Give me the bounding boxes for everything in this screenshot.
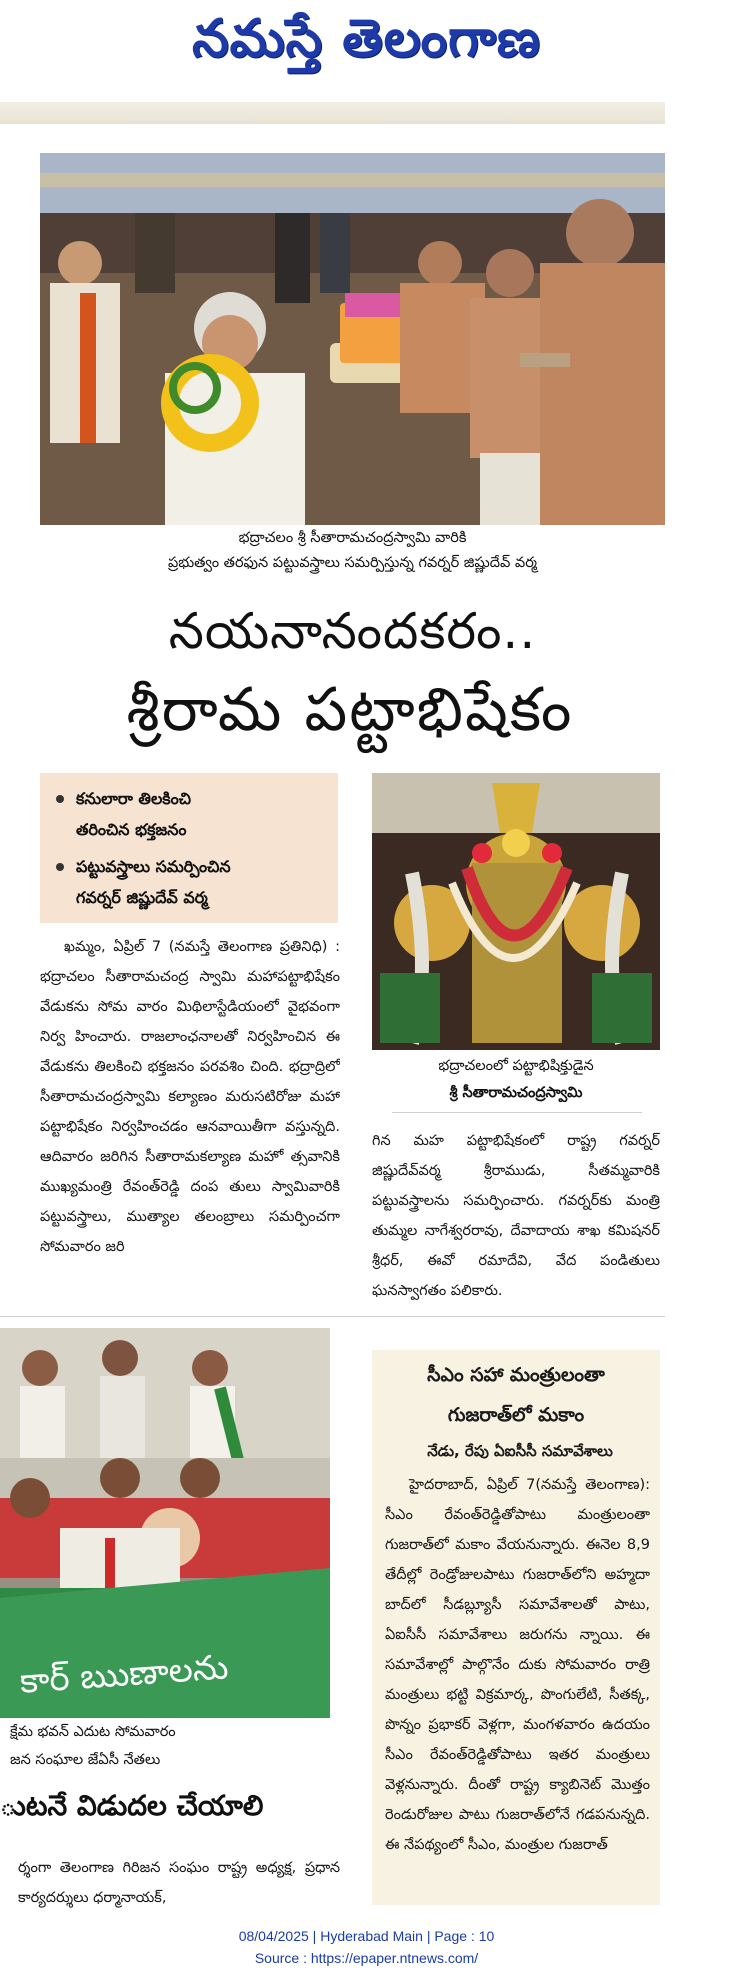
protest-photo [0, 1328, 330, 1718]
side-story-headline-2: గుజరాత్‌లో మకాం [447, 1404, 585, 1426]
caption-line-1: భద్రాచలం శ్రీ సీతారామచంద్రస్వామి వారికి [238, 530, 467, 546]
headline-line-1: నయనానందకరం.. [168, 602, 537, 660]
protest-caption-line-1: క్షేమ భవన్ ఎదుట సోమవారం [10, 1724, 176, 1740]
masthead [0, 0, 733, 100]
deity-image [372, 773, 660, 1050]
caption-line-2: ప్రభుత్వం తరఫున పట్టువస్త్రాలు సమర్పిస్తున్న గవర్నర్ జిష్ణుదేవ్ వర్మ [167, 555, 538, 571]
protest-image [0, 1328, 330, 1718]
article-paragraph: ఖమ్మం, ఏప్రిల్ 7 (నమస్తే తెలంగాణ ప్రతినిధి) : భద్రాచలం సీతారామచంద్ర స్వామి మహాపట్టాభిషేకం వేడుకను సోమ వారం మిథిలాస్టేడియంలో వైభవంగా నిర్వ హించారు. రాజలాంఛనాలతో నిర్వహించిన ఈ వేడుకను తిలకించి భక్తజనం పరవశిం చింది. భద్రాద్రిలో సీతారామచంద్రస్వామి కల్యాణం మరుసటిరోజు మహా పట్టాభిషేకం నిర్వహించడం ఆనవాయితీగా వస్తున్నది. ఆదివారం జరిగిన సీతారామకల్యాణ మహో త్సవానికి ముఖ్యమంత్రి రేవంత్‌రెడ్డి దంప తులు స్వామివారికి పట్టువస్త్రాలు, ముత్యాల తలంబ్రాలు సమర్పించగా సోమవారం జరి [40, 939, 340, 1255]
side-story-headline-1: సీఎం సహా మంత్రులంతా [427, 1364, 605, 1386]
article-paragraph: గిన మహ పట్టాభిషేకంలో రాష్ట్ర గవర్నర్ జిష్ణుదేవ్‌వర్మ శ్రీరాముడు, సీతమ్మవారికి పట్టువస్త్రాలను సమర్పించారు. గవర్నర్‌కు మంత్రి తుమ్మల నాగేశ్వరరావు, దేవాదాయ శాఖ కమిషనర్ శ్రీధర్, ఈవో రమాదేవి, వేద పండితులు ఘనస్వాగతం పలికారు. [372, 1133, 660, 1299]
footer-source-link[interactable]: Source : https://epaper.ntnews.com/ [254, 1950, 479, 1966]
protest-caption [0, 1718, 330, 1774]
article-body-left [40, 932, 340, 1300]
deity-caption-line-1: భద్రాచలంలో పట్టాభిషిక్తుడైన [438, 1058, 594, 1074]
highlights-box [40, 773, 338, 923]
footer-edition-info: 08/04/2025 | Hyderabad Main | Page : 10 [238, 1928, 495, 1944]
deity-caption [372, 1053, 660, 1107]
highlight-item: కనులారా తిలకించి తరించిన భక్తజనం [54, 783, 324, 845]
deity-photo [372, 773, 660, 1050]
side-story-subhead: నేడు, రేపు ఏఐసీసీ సమావేశాలు [427, 1442, 613, 1460]
top-photo [40, 153, 665, 525]
side-story-body [385, 1470, 650, 1902]
protest-banner-text: కార్ ఋణాలను [18, 1647, 230, 1702]
top-photo-caption [40, 526, 665, 576]
article-body-right [372, 1126, 660, 1306]
left-story-body: ర్శంగా తెలంగాణ గిరిజన సంఘం రాష్ట్ర అధ్యక్ష, ప్రధాన కార్యదర్శులు ధర్మానాయక్, [18, 1860, 340, 1906]
section-divider [0, 1316, 665, 1317]
headline-line-2: శ్రీరామ పట్టాభిషేకం [126, 675, 574, 745]
page-footer [0, 1925, 733, 1969]
governor-offering-image [40, 153, 665, 525]
highlight-item: పట్టువస్త్రాలు సమర్పించిన గవర్నర్ జిష్ణుదేవ్ వర్మ [54, 851, 324, 913]
side-story-paragraph: హైదరాబాద్, ఏప్రిల్ 7(నమస్తే తెలంగాణ): సీఎం రేవంత్‌రెడ్డితోపాటు మంత్రులంతా గుజరాత్‌లో మకాం వేయనున్నారు. ఈనెల 8,9 తేదీల్లో రెండ్రోజులపాటు గుజరాత్‌లోని అహ్మదా బాద్‌లో సీడబ్ల్యూసీ సమావేశాలతో పాటు, ఏఐసీసీ సమావేశాలు జరుగను న్నాయి. ఈ సమావేశాల్లో పాల్గొనేం దుకు సోమవారం రాత్రి మంత్రులు భట్టి విక్రమార్క, పొంగులేటి, సీతక్క, పొన్నం ప్రభాకర్ వెళ్లగా, మంగళవారం ఉదయం సీఎం రేవంత్‌రెడ్డితోపాటు ఇతర మంత్రులు వెళ్లనున్నారు. దీంతో రాష్ట్ర క్యాబినెట్ మొత్తం రెండురోజుల పాటు గుజరాత్‌లోనే గడపనున్నది. ఈ నేపథ్యంలో సీఎం, మంత్రుల గుజరాత్ [385, 1477, 650, 1853]
deity-caption-line-2: శ్రీ సీతారామచంద్రస్వామి [449, 1085, 583, 1101]
protest-caption-line-2: జన సంఘాల జేఏసీ నేతలు [10, 1752, 161, 1768]
newspaper-title: నమస్తే తెలంగాణ [192, 8, 541, 69]
caption-divider [392, 1112, 642, 1113]
masthead-band [0, 102, 665, 124]
left-story-headline: ుటనే విడుదల చేయాలి [0, 1789, 264, 1822]
